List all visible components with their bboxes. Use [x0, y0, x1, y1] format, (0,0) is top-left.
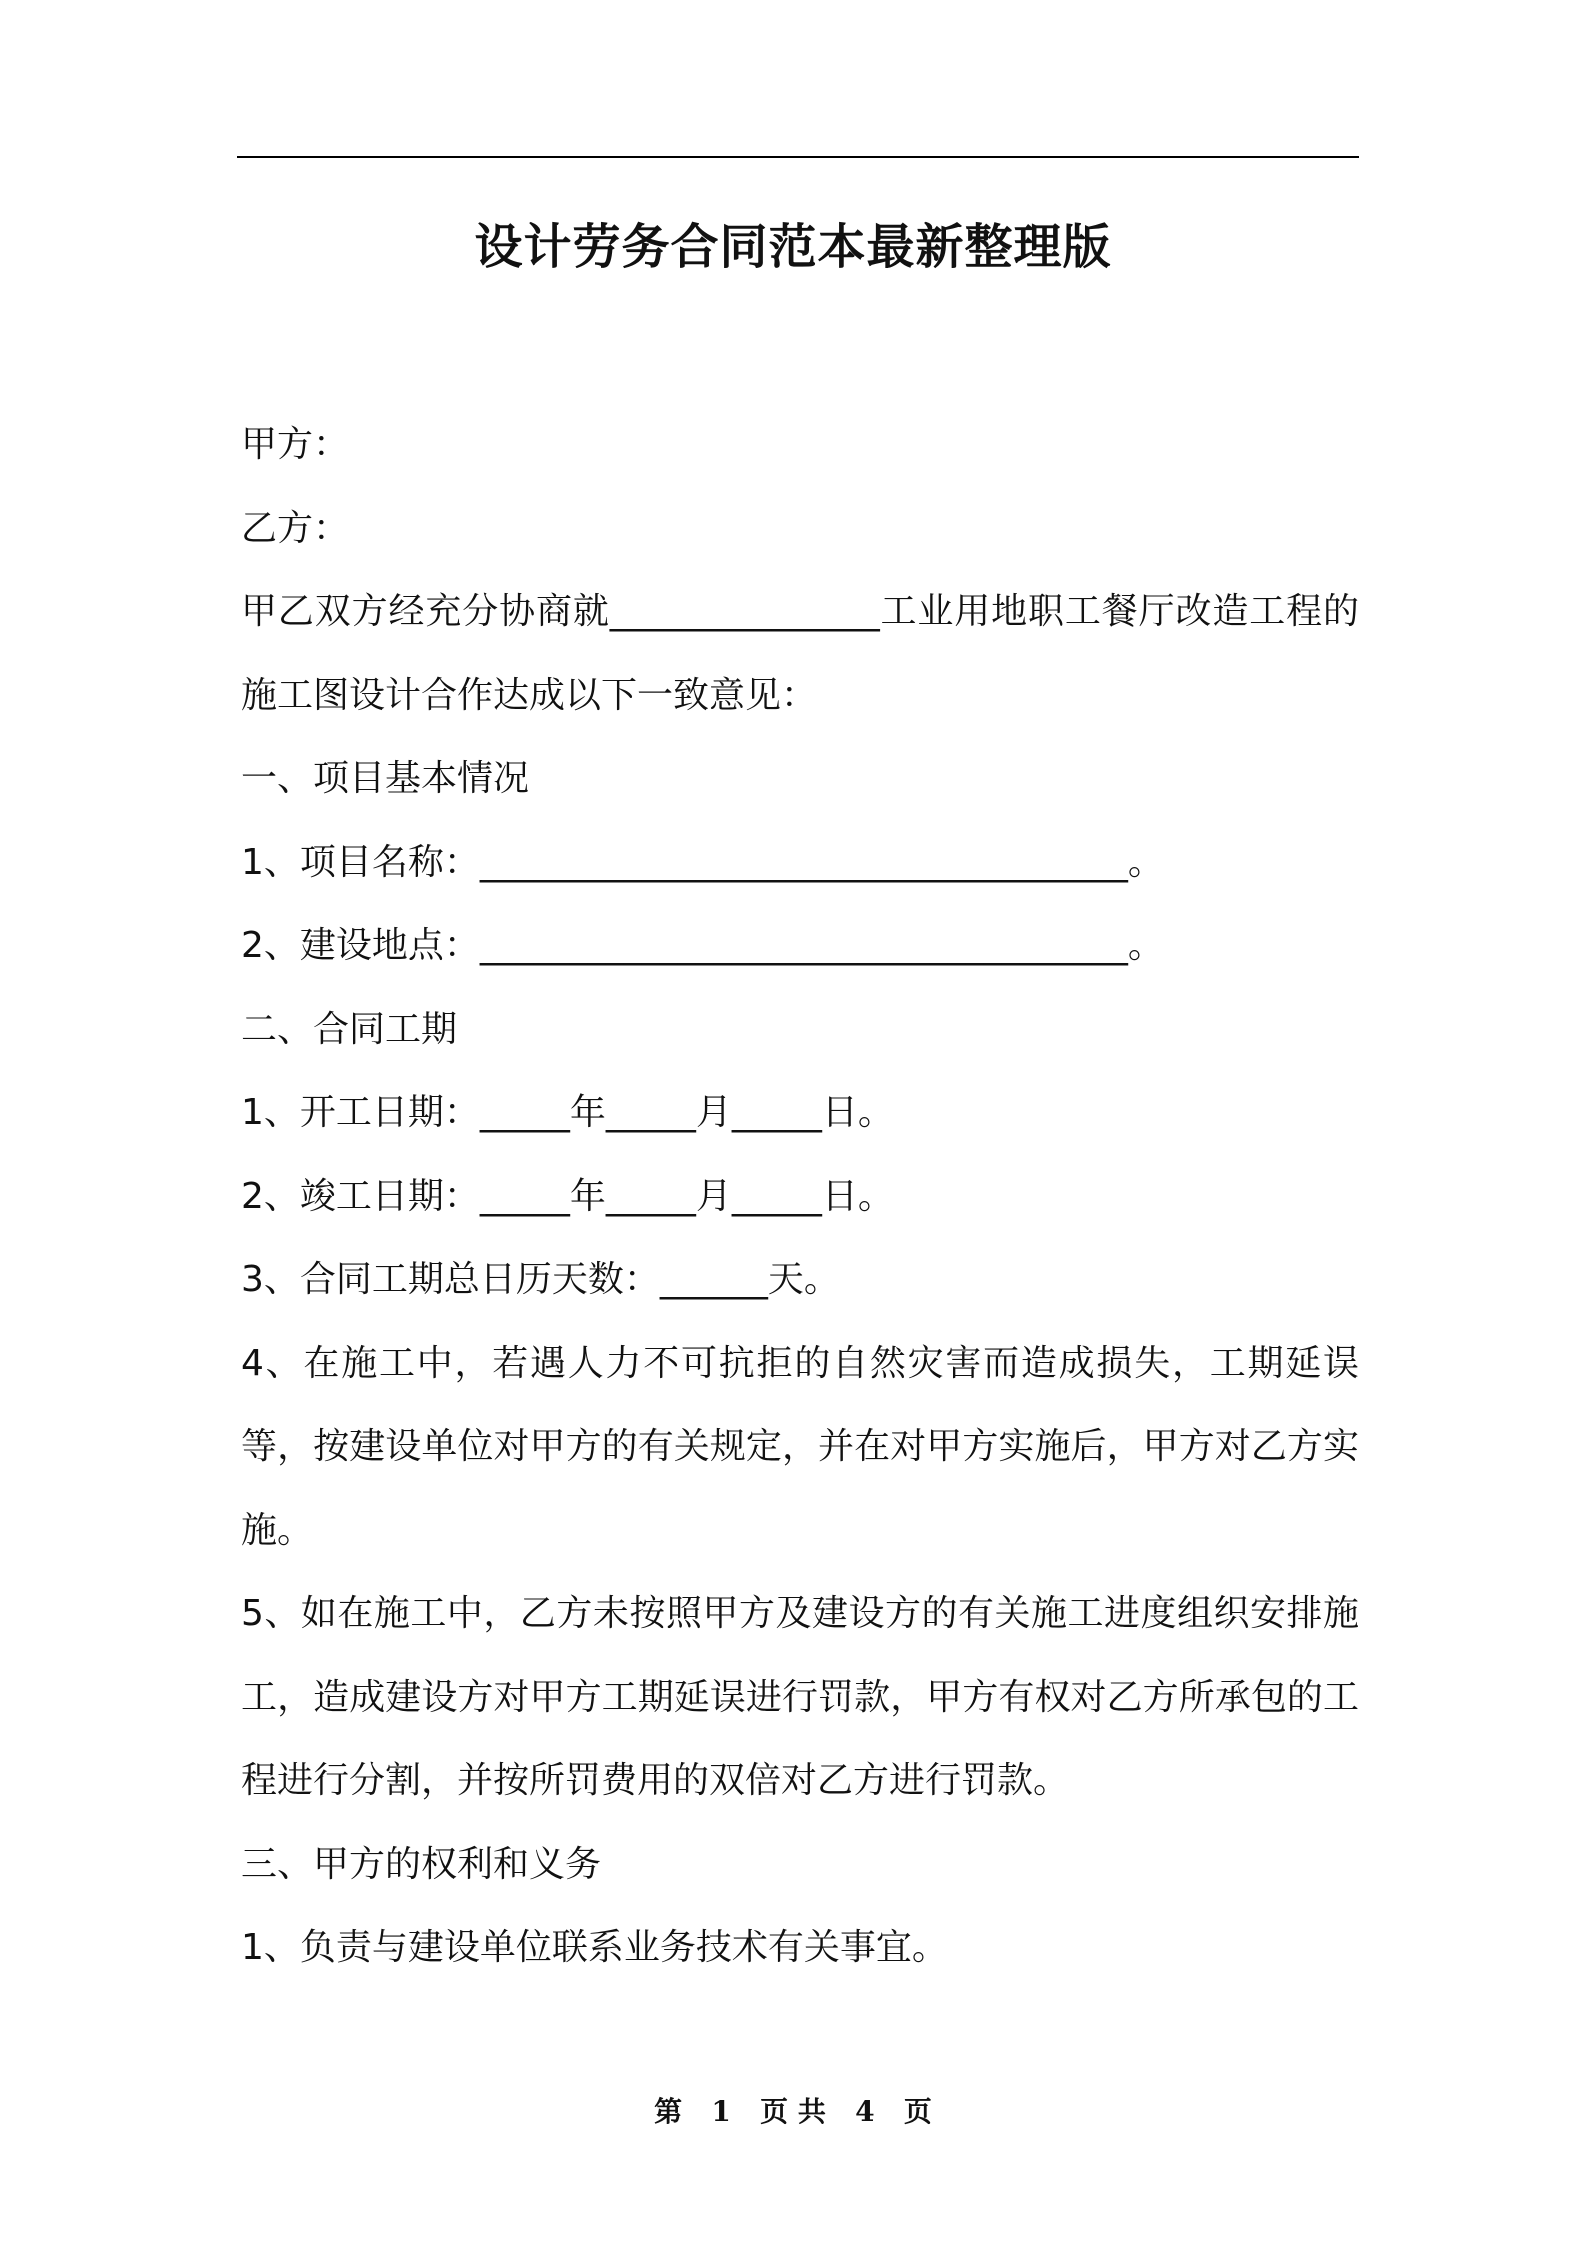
intro-paragraph: 甲乙双方经充分协商就_______________工业用地职工餐厅改造工程的施工图设计合作达成以下一致意见：	[241, 591, 1359, 716]
party-b-line: 乙方：	[241, 507, 350, 549]
clause-3-1-line: 1、负责与建设单位联系业务技术有关事宜。	[241, 1927, 948, 1968]
footer-current-page: 1	[711, 2095, 731, 2128]
page-number-footer	[0, 2092, 1586, 2132]
footer-total-pages: 4	[855, 2095, 875, 2128]
footer-prefix: 第	[654, 2095, 683, 2128]
section-heading-1: 一、项目基本情况	[241, 758, 530, 799]
header-rule	[237, 156, 1359, 158]
party-a-line: 甲方：	[241, 424, 350, 465]
clause-4-paragraph: 4、在施工中，若遇人力不可抗拒的自然灾害而造成损失，工期延误等，按建设单位对甲方的有关规定，并在对甲方实施后，甲方对乙方实施。	[241, 1342, 1359, 1551]
end-date-line: 2、竣工日期：_____年_____月_____日。	[241, 1175, 894, 1217]
project-name-line: 1、项目名称：____________________________________。	[241, 841, 1164, 883]
start-date-line: 1、开工日期：_____年_____月_____日。	[241, 1092, 894, 1133]
section-heading-2: 二、合同工期	[241, 1008, 458, 1050]
document-title: 设计劳务合同范本最新整理版	[474, 219, 1112, 275]
project-location-line: 2、建设地点：____________________________________。	[241, 925, 1164, 966]
section-heading-3: 三、甲方的权利和义务	[241, 1843, 602, 1885]
clause-5-paragraph: 5、如在施工中，乙方未按照甲方及建设方的有关施工进度组织安排施工，造成建设方对甲方工期延误进行罚款，甲方有权对乙方所承包的工程进行分割，并按所罚费用的双倍对乙方进行罚款。	[241, 1593, 1359, 1801]
document-body	[241, 403, 1359, 1990]
total-days-line: 3、合同工期总日历天数：______天。	[241, 1259, 840, 1300]
footer-middle: 页 共	[760, 2095, 826, 2128]
footer-suffix: 页	[903, 2095, 932, 2128]
